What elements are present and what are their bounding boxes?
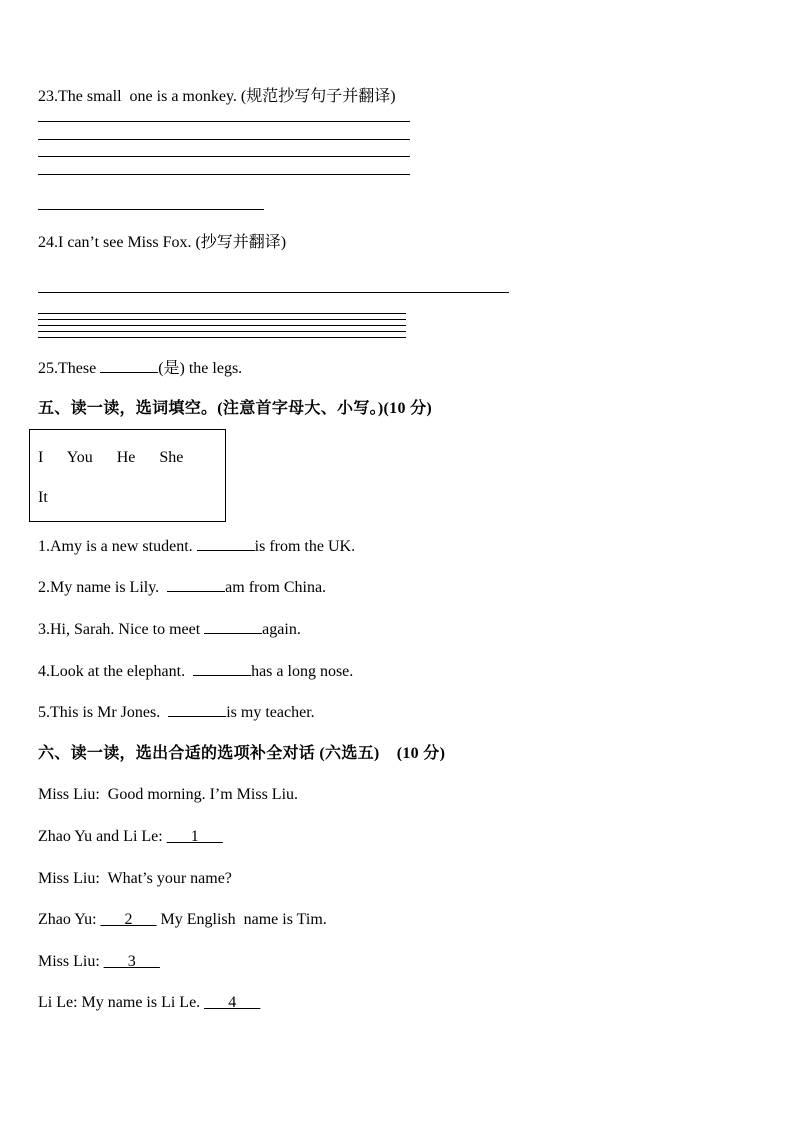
dialogue-text: Miss Liu: What’s your name? [38,870,232,887]
dialogue-text-after: My English name is Tim. [156,911,327,928]
word-box-row-2: It [38,489,48,506]
fill-blank[interactable] [167,577,225,592]
fill-blank[interactable] [193,661,251,676]
answer-line [38,209,264,210]
question-23: 23.The small one is a monkey. (规范抄写句子并翻译) [38,88,396,105]
dialogue-line-5 [38,952,160,972]
item-suffix: again. [262,621,301,638]
dialogue-text: Miss Liu: [38,953,104,970]
answer-line [38,325,406,326]
dialogue-text: Zhao Yu and Li Le: [38,828,167,845]
answer-line [38,319,406,320]
dialogue-line-3 [38,869,232,889]
answer-blank-4[interactable]: ___4___ [204,994,261,1011]
dialogue-text: Miss Liu: Good morning. I’m Miss Liu. [38,786,299,803]
answer-blank-3[interactable]: ___3___ [103,953,160,970]
item-suffix: is from the UK. [254,538,356,555]
dialogue-text: Zhao Yu: [38,911,101,928]
word-box-row-1: I You He She [38,449,184,466]
section-5-item-3 [38,619,301,640]
answer-line [38,313,406,314]
answer-line [38,139,410,140]
answer-line [38,331,406,332]
item-suffix: am from China. [225,579,327,596]
fill-blank[interactable] [168,702,226,717]
section-5-item-4 [38,661,353,682]
item-prefix: 5.This is Mr Jones. [38,704,169,721]
section-5-item-2 [38,577,326,598]
item-prefix: 3.Hi, Sarah. Nice to meet [38,621,205,638]
question-25-suffix: (是) the legs. [158,360,243,377]
word-box [29,429,226,522]
dialogue-line-6 [38,993,260,1013]
dialogue-line-1 [38,785,298,805]
dialogue-line-2 [38,827,223,847]
fill-blank[interactable] [204,619,262,634]
section-5-title: 五、读一读，选词填空。(注意首字母大、小写。)(10 分) [38,400,433,417]
answer-line [38,292,509,293]
question-24: 24.I can’t see Miss Fox. (抄写并翻译) [38,234,287,251]
question-25 [38,358,242,379]
answer-line [38,337,406,338]
section-6-title: 六、读一读，选出合适的选项补全对话 (六选五) (10 分) [38,745,446,762]
question-25-prefix: 25.These [38,360,101,377]
item-prefix: 1.Amy is a new student. [38,538,197,555]
answer-blank-2[interactable]: ___2___ [100,911,157,928]
item-suffix: has a long nose. [251,663,354,680]
dialogue-line-4 [38,910,327,930]
answer-line [38,174,410,175]
answer-line [38,121,410,122]
answer-blank-1[interactable]: ___1___ [166,828,223,845]
dialogue-text: Li Le: My name is Li Le. [38,994,205,1011]
section-5-item-1 [38,536,355,557]
item-prefix: 4.Look at the elephant. [38,663,194,680]
item-prefix: 2.My name is Lily. [38,579,168,596]
answer-line [38,156,410,157]
section-5-item-5 [38,702,315,723]
fill-blank[interactable] [197,536,255,551]
item-suffix: is my teacher. [226,704,315,721]
fill-blank[interactable] [100,358,158,373]
